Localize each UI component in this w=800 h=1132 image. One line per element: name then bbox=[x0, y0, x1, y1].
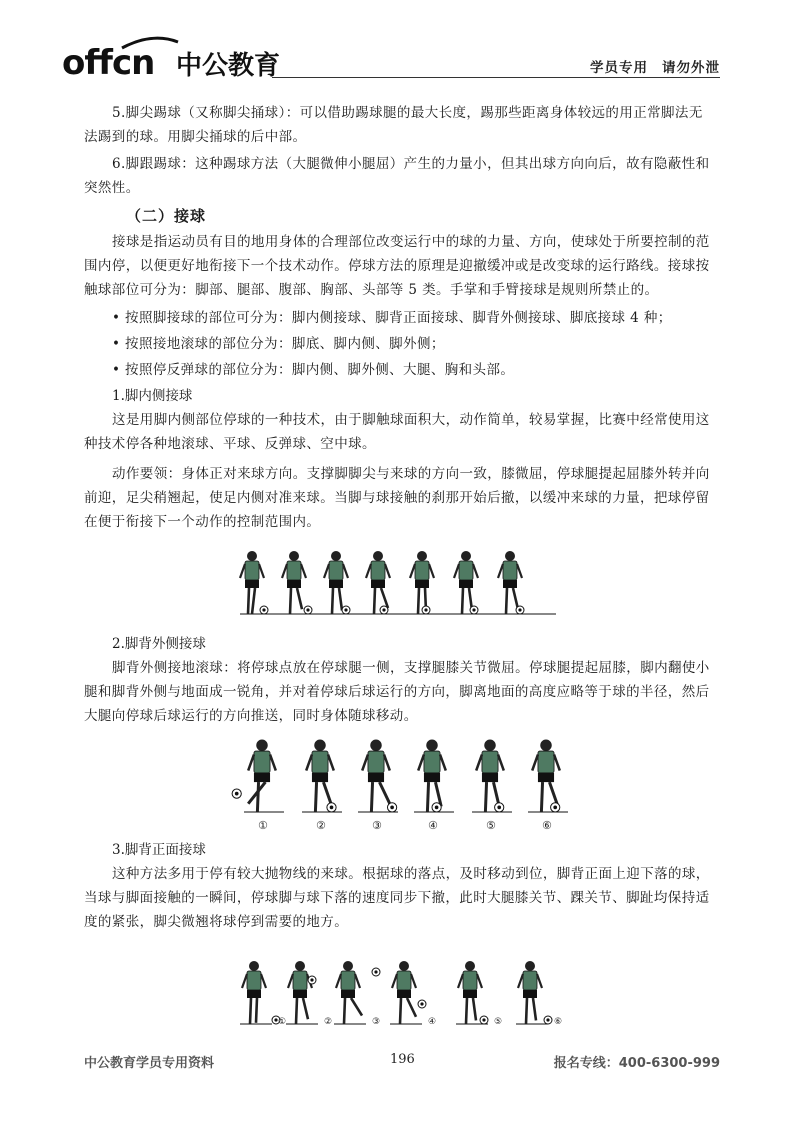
text-line: 脚背外侧接地滚球：将停球点放在停球腿一侧，支撑腿膝关节微屈。停球腿提起屈膝，脚内翻使小 bbox=[112, 660, 710, 676]
paragraph-instep bbox=[84, 862, 720, 934]
svg-text:中公教育: 中公教育 bbox=[176, 51, 280, 80]
text-line: 触球部位可分为：脚部、腿部、腹部、胸部、头部等 5 类。手掌和手臂接球是规则所禁止的。 bbox=[84, 282, 659, 298]
text-line: 腿和脚背外侧与地面成一锐角，并对着停球后球运行的方向，脚离地面的高度应略等于球的半径，然后 bbox=[84, 684, 710, 700]
tag-student-only: 学员专用 bbox=[590, 60, 648, 76]
text-line: 动作要领：身体正对来球方向。支撑脚脚尖与来球的方向一致，膝微屈，停球腿提起屈膝外转并向 bbox=[112, 466, 710, 482]
text-line: 围内停，以便更好地衔接下一个技术动作。停球方法的原理是迎撤缓冲或是改变球的运行路线。接球按 bbox=[84, 258, 710, 274]
figure-step-label: ③ bbox=[372, 1017, 381, 1027]
bullet-rebound-ball: • 按照停反弹球的部位分为：脚内侧、脚外侧、大腿、胸和头部。 bbox=[112, 362, 515, 378]
player-figure-1 bbox=[242, 961, 266, 1024]
text-line: 法踢到的球。用脚尖捅球的后中部。 bbox=[84, 129, 307, 145]
heading-instep: 3.脚背正面接球 bbox=[112, 842, 206, 858]
player-figure-6 bbox=[518, 961, 542, 1024]
text-line: 6.脚跟踢球：这种踢球方法（大腿微伸小腿屈）产生的力量小，但其出球方向向后，故有隐蔽性和 bbox=[112, 156, 710, 172]
player-figure-2 bbox=[282, 551, 306, 614]
text-line: 当球与脚面接触的一瞬间，停球脚与球下落的速度同步下撤，此时大腿膝关节、踝关节、脚趾均保持适 bbox=[84, 890, 710, 906]
page-number: 196 bbox=[390, 1052, 415, 1067]
text-line: 种技术停各种地滚球、平球、反弹球、空中球。 bbox=[84, 436, 376, 452]
figure-inside-foot-sequence bbox=[238, 544, 558, 620]
paragraph-receiving-intro bbox=[84, 230, 720, 302]
player-figure-1 bbox=[240, 551, 264, 614]
paragraph-toe-kick bbox=[84, 101, 720, 149]
figure-step-label: ④ bbox=[428, 1017, 437, 1027]
player-figure-6 bbox=[454, 551, 478, 614]
player-figure-5 bbox=[410, 551, 434, 614]
header-rule bbox=[272, 77, 720, 78]
figure-step-label: ① bbox=[258, 819, 268, 832]
text-line: 大腿向停球后球运行的方向推送，同时身体随球移动。 bbox=[84, 708, 418, 724]
text-line: 前迎，足尖稍翘起，使足内侧对准来球。当脚与球接触的刹那开始后撤，以缓冲来球的力量，把球停留 bbox=[84, 490, 710, 506]
figure-step-label: ③ bbox=[372, 819, 382, 832]
text-line: 这是用脚内侧部位停球的一种技术，由于脚触球面积大，动作简单，较易掌握，比赛中经常使用这 bbox=[112, 412, 710, 428]
header-tags bbox=[590, 56, 720, 76]
player-figure-3 bbox=[362, 740, 390, 812]
footer-hotline: 报名专线：400-6300-999 bbox=[553, 1056, 720, 1071]
player-figure-2 bbox=[306, 740, 334, 812]
figure-step-label: ⑤ bbox=[486, 819, 496, 832]
text-line: 5.脚尖踢球（又称脚尖捅球）：可以借助踢球腿的最大长度，踢那些距离身体较远的用正常脚法无 bbox=[112, 105, 703, 121]
section-title: （二）接球 bbox=[126, 207, 207, 225]
player-figure-1 bbox=[248, 740, 276, 812]
player-figure-3 bbox=[336, 961, 362, 1024]
figure-step-label: ② bbox=[316, 819, 326, 832]
player-figure-3 bbox=[324, 551, 348, 614]
bullet-ground-ball: • 按照接地滚球的部位分为：脚底、脚内侧、脚外侧； bbox=[112, 336, 445, 352]
paragraph-inside-foot bbox=[84, 408, 720, 456]
offcn-logo bbox=[60, 30, 280, 80]
figure-step-label: ⑥ bbox=[554, 1017, 563, 1027]
paragraph-outside-instep bbox=[84, 656, 720, 728]
figure-step-label: ② bbox=[324, 1017, 333, 1027]
player-figure-7 bbox=[498, 551, 522, 614]
bullet-foot-parts: • 按照脚接球的部位可分为：脚内侧接球、脚背正面接球、脚背外侧接球、脚底接球 4 种； bbox=[112, 310, 672, 326]
text-line: 度的紧张，脚尖微翘将球停到需要的地方。 bbox=[84, 914, 349, 930]
player-figure-5 bbox=[458, 961, 482, 1024]
text-line: 接球是指运动员有目的地用身体的合理部位改变运行中的球的力量、方向，使球处于所要控制的范 bbox=[112, 234, 710, 250]
player-figure-4 bbox=[366, 551, 390, 614]
paragraph-technique bbox=[84, 462, 720, 534]
paragraph-heel-kick bbox=[84, 152, 720, 200]
text-line: 这种方法多用于停有较大抛物线的来球。根据球的落点，及时移动到位，脚背正面上迎下落的球， bbox=[112, 866, 710, 882]
figure-step-label: ⑤ bbox=[494, 1017, 503, 1027]
figure-step-label: ① bbox=[278, 1017, 287, 1027]
tag-no-leak: 请勿外泄 bbox=[662, 60, 720, 76]
heading-inside-foot: 1.脚内侧接球 bbox=[112, 388, 193, 404]
page-header bbox=[60, 30, 720, 82]
figure-step-label: ④ bbox=[428, 819, 438, 832]
player-figure-5 bbox=[476, 740, 504, 812]
player-figure-2 bbox=[288, 961, 312, 1024]
page-footer bbox=[84, 1052, 720, 1076]
text-line: 突然性。 bbox=[84, 180, 140, 196]
figure-step-label: ⑥ bbox=[542, 819, 552, 832]
footer-left: 中公教育学员专用资料 bbox=[84, 1056, 215, 1071]
figure-outside-instep-sequence bbox=[224, 730, 574, 836]
player-figure-6 bbox=[532, 740, 560, 812]
text-line: 在便于衔接下一个动作的控制范围内。 bbox=[84, 514, 321, 530]
player-figure-4 bbox=[392, 961, 416, 1024]
heading-outside-instep: 2.脚背外侧接球 bbox=[112, 636, 206, 652]
figure-instep-sequence bbox=[234, 944, 574, 1036]
player-figure-4 bbox=[418, 740, 446, 812]
svg-text:offcn: offcn bbox=[62, 43, 155, 80]
